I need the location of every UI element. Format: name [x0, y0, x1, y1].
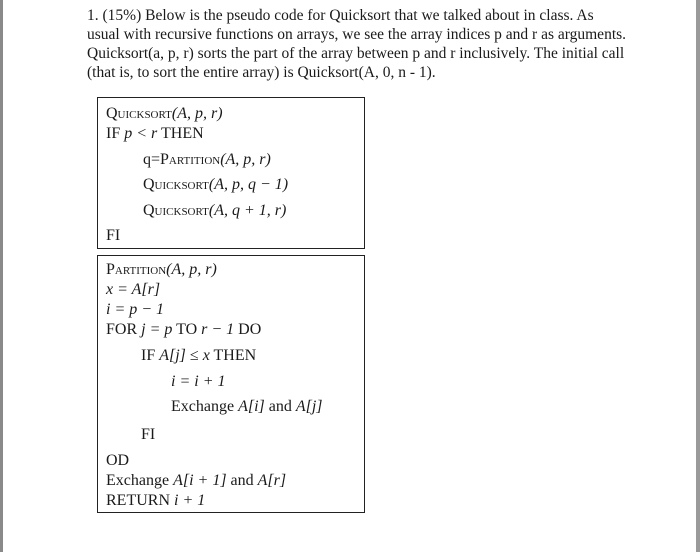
- quicksort-recursive-call-2: Quicksort(A, q + 1, r): [143, 202, 287, 219]
- quicksort-header: Quicksort(A, p, r): [106, 105, 223, 122]
- partition-pivot-line: x = A[r]: [106, 281, 161, 298]
- partition-for-line: FOR j = p TO r − 1 DO: [106, 321, 262, 338]
- partition-exchange-line-1: Exchange A[i] and A[j]: [171, 398, 323, 415]
- quicksort-if-line: IF p < r THEN: [106, 125, 204, 142]
- partition-inner-fi: FI: [141, 426, 156, 443]
- partition-box: [97, 255, 365, 513]
- partition-exchange-line-2: Exchange A[i + 1] and A[r]: [106, 472, 287, 489]
- quicksort-partition-call: q=Partition(A, p, r): [143, 151, 271, 168]
- partition-header: Partition(A, p, r): [106, 261, 217, 278]
- partition-return-line: RETURN i + 1: [106, 492, 206, 509]
- quicksort-recursive-call-1: Quicksort(A, p, q − 1): [143, 176, 289, 193]
- quicksort-fi: FI: [106, 227, 121, 244]
- partition-if-line: IF A[j] ≤ x THEN: [141, 347, 257, 364]
- partition-index-line: i = p − 1: [106, 301, 165, 318]
- problem-statement: 1. (15%) Below is the pseudo code for Quicksort that we talked about in class. As usual with recursive functions on arrays, we see the array indices p and r as arguments. Quicksort(a, p, r) sorts the part of the array between p and r inclusively. The initial call (that is, to sort the entire array) is Quicksort(A, 0, n - 1).: [87, 7, 627, 81]
- partition-od: OD: [106, 452, 130, 469]
- quicksort-box: [97, 97, 365, 249]
- right-edge: [696, 0, 700, 552]
- left-edge: [0, 0, 3, 552]
- partition-increment-line: i = i + 1: [171, 373, 226, 390]
